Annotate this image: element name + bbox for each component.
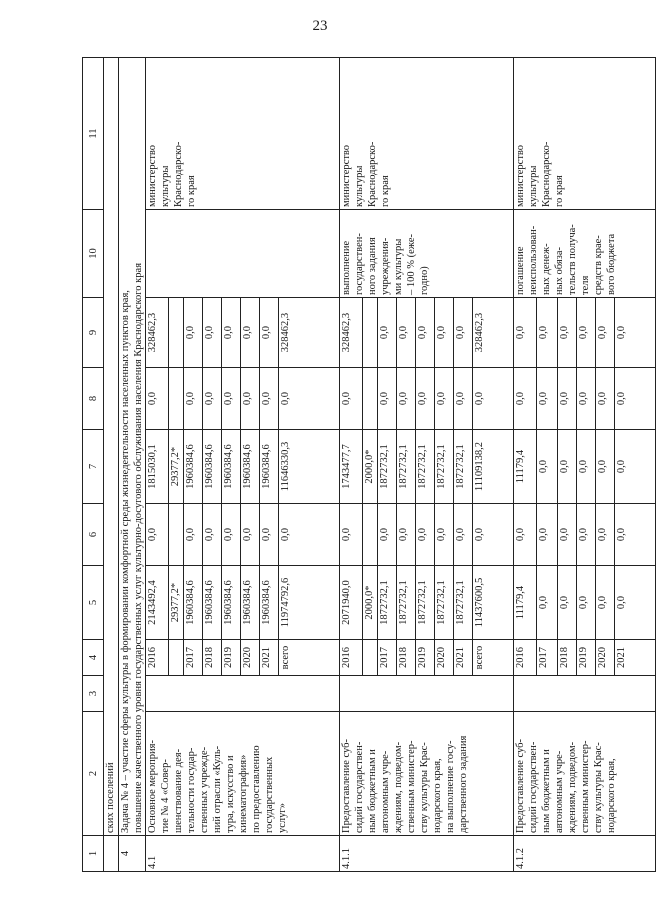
regional-budget-cell: 2000,0* bbox=[363, 430, 378, 504]
table-row bbox=[340, 58, 363, 872]
column-number: 3 bbox=[83, 676, 104, 712]
municipal-budget-cell: 0,0 bbox=[615, 368, 656, 430]
federal-budget-cell: 0,0 bbox=[279, 504, 340, 566]
row-id: 4.1 bbox=[146, 836, 340, 872]
year-cell: 2019 bbox=[222, 640, 241, 676]
column-number: 10 bbox=[83, 210, 104, 298]
regional-budget-cell: 1872732,1 bbox=[454, 430, 473, 504]
year-cell: 2016 bbox=[514, 640, 537, 676]
rotated-table-area bbox=[82, 58, 627, 872]
year-cell: 2019 bbox=[416, 640, 435, 676]
municipal-budget-cell: 0,0 bbox=[537, 368, 558, 430]
year-cell: 2017 bbox=[184, 640, 203, 676]
year-cell: 2021 bbox=[454, 640, 473, 676]
extrabudget-cell: 0,0 bbox=[596, 298, 615, 368]
extrabudget-cell: 328462,3 bbox=[146, 298, 169, 368]
municipal-budget-cell: 0,0 bbox=[241, 368, 260, 430]
federal-budget-cell bbox=[169, 504, 184, 566]
federal-budget-cell: 0,0 bbox=[537, 504, 558, 566]
year-cell: 2020 bbox=[241, 640, 260, 676]
municipal-budget-cell: 0,0 bbox=[577, 368, 596, 430]
total-cell: 11179,4 bbox=[514, 566, 537, 640]
total-cell: 11437600,5 bbox=[473, 566, 514, 640]
total-cell: 1960384,6 bbox=[222, 566, 241, 640]
extrabudget-cell: 0,0 bbox=[260, 298, 279, 368]
extrabudget-cell: 0,0 bbox=[416, 298, 435, 368]
municipal-budget-cell: 0,0 bbox=[146, 368, 169, 430]
year-cell: 2016 bbox=[146, 640, 169, 676]
municipal-budget-cell: 0,0 bbox=[416, 368, 435, 430]
total-cell: 0,0 bbox=[537, 566, 558, 640]
regional-budget-cell: 29377,2* bbox=[169, 430, 184, 504]
year-cell: всего bbox=[279, 640, 340, 676]
municipal-budget-cell: 0,0 bbox=[473, 368, 514, 430]
regional-budget-cell: 1960384,6 bbox=[222, 430, 241, 504]
task-text: Задача № 4 – участие сферы культуры в формировании комфортной среды жизнедеятельности населенных пунктов края, повышение качественного уровня государственных услуг культурно-досугового обслуживания населения Краснодарского края bbox=[119, 58, 146, 836]
total-cell: 11974792,6 bbox=[279, 566, 340, 640]
extrabudget-cell bbox=[363, 298, 378, 368]
extrabudget-cell: 0,0 bbox=[537, 298, 558, 368]
extrabudget-cell: 0,0 bbox=[615, 298, 656, 368]
regional-budget-cell: 1960384,6 bbox=[184, 430, 203, 504]
column-number-row bbox=[83, 58, 104, 872]
total-cell: 1960384,6 bbox=[241, 566, 260, 640]
column-number: 9 bbox=[83, 298, 104, 368]
regional-budget-cell: 1960384,6 bbox=[241, 430, 260, 504]
municipal-budget-cell: 0,0 bbox=[222, 368, 241, 430]
regional-budget-cell: 1960384,6 bbox=[203, 430, 222, 504]
regional-budget-cell: 0,0 bbox=[615, 430, 656, 504]
federal-budget-cell: 0,0 bbox=[260, 504, 279, 566]
extrabudget-cell: 328462,3 bbox=[279, 298, 340, 368]
federal-budget-cell: 0,0 bbox=[473, 504, 514, 566]
municipal-budget-cell: 0,0 bbox=[184, 368, 203, 430]
extrabudget-cell: 0,0 bbox=[577, 298, 596, 368]
column-number: 2 bbox=[83, 712, 104, 836]
municipal-budget-cell: 0,0 bbox=[435, 368, 454, 430]
regional-budget-cell: 0,0 bbox=[558, 430, 577, 504]
municipal-budget-cell: 0,0 bbox=[340, 368, 363, 430]
municipal-budget-cell: 0,0 bbox=[558, 368, 577, 430]
extrabudget-cell: 0,0 bbox=[514, 298, 537, 368]
row-name: Предоставление суб- сидий государствен- ным бюджетным и автономным учре- ждениям, подведом- ственным министер- ству культуры Крас- нодарского края, на выполнение госу- дарственного задания bbox=[340, 712, 514, 836]
federal-budget-cell: 0,0 bbox=[435, 504, 454, 566]
column-number: 1 bbox=[83, 836, 104, 872]
regional-budget-cell: 0,0 bbox=[537, 430, 558, 504]
total-cell: 2071940,0 bbox=[340, 566, 363, 640]
program-table bbox=[82, 57, 656, 872]
extrabudget-cell: 0,0 bbox=[241, 298, 260, 368]
extrabudget-cell: 0,0 bbox=[397, 298, 416, 368]
regional-budget-cell: 1960384,6 bbox=[260, 430, 279, 504]
municipal-budget-cell: 0,0 bbox=[378, 368, 397, 430]
total-cell: 2000,0* bbox=[363, 566, 378, 640]
total-cell: 1872732,1 bbox=[416, 566, 435, 640]
extrabudget-cell: 0,0 bbox=[558, 298, 577, 368]
regional-budget-cell: 1872732,1 bbox=[416, 430, 435, 504]
total-cell: 2143492,4 bbox=[146, 566, 169, 640]
year-cell: 2018 bbox=[558, 640, 577, 676]
total-cell: 1872732,1 bbox=[378, 566, 397, 640]
regional-budget-cell: 1872732,1 bbox=[397, 430, 416, 504]
extrabudget-cell: 0,0 bbox=[454, 298, 473, 368]
total-cell: 29377,2* bbox=[169, 566, 184, 640]
total-cell: 1960384,6 bbox=[184, 566, 203, 640]
page-number: 23 bbox=[312, 18, 328, 34]
column-number: 8 bbox=[83, 368, 104, 430]
regional-budget-cell: 0,0 bbox=[596, 430, 615, 504]
task-row bbox=[119, 58, 146, 872]
total-cell: 1960384,6 bbox=[203, 566, 222, 640]
column-number: 6 bbox=[83, 504, 104, 566]
executor-cell: министерство культуры Краснодарско- го края bbox=[514, 58, 656, 210]
municipal-budget-cell: 0,0 bbox=[203, 368, 222, 430]
regional-budget-cell: 1872732,1 bbox=[378, 430, 397, 504]
regional-budget-cell: 11179,4 bbox=[514, 430, 537, 504]
empty-cell bbox=[104, 836, 119, 872]
table-row bbox=[146, 58, 169, 872]
year-cell: 2017 bbox=[378, 640, 397, 676]
column-number: 7 bbox=[83, 430, 104, 504]
total-cell: 1872732,1 bbox=[435, 566, 454, 640]
column-number: 11 bbox=[83, 58, 104, 210]
total-cell: 1960384,6 bbox=[260, 566, 279, 640]
federal-budget-cell: 0,0 bbox=[340, 504, 363, 566]
federal-budget-cell: 0,0 bbox=[241, 504, 260, 566]
year-cell: 2021 bbox=[260, 640, 279, 676]
row-id: 4.1.1 bbox=[340, 836, 514, 872]
extrabudget-cell bbox=[169, 298, 184, 368]
rotated-table-wrapper bbox=[82, 58, 627, 872]
total-cell: 0,0 bbox=[558, 566, 577, 640]
total-cell: 0,0 bbox=[596, 566, 615, 640]
federal-budget-cell: 0,0 bbox=[378, 504, 397, 566]
result-cell: погашение неиспользован- ных денеж- ных обяза- тельств получа- теля средств крае- вого бюджета bbox=[514, 210, 656, 298]
executor-cell: министерство культуры Краснодарско- го края bbox=[340, 58, 514, 210]
extrabudget-cell: 328462,3 bbox=[340, 298, 363, 368]
empty-cell bbox=[514, 676, 656, 712]
municipal-budget-cell: 0,0 bbox=[596, 368, 615, 430]
year-cell: 2018 bbox=[203, 640, 222, 676]
extrabudget-cell: 0,0 bbox=[378, 298, 397, 368]
federal-budget-cell: 0,0 bbox=[184, 504, 203, 566]
extrabudget-cell: 0,0 bbox=[222, 298, 241, 368]
total-cell: 0,0 bbox=[577, 566, 596, 640]
total-cell: 1872732,1 bbox=[397, 566, 416, 640]
municipal-budget-cell bbox=[363, 368, 378, 430]
year-cell: 2018 bbox=[397, 640, 416, 676]
year-cell: 2019 bbox=[577, 640, 596, 676]
federal-budget-cell bbox=[363, 504, 378, 566]
year-cell bbox=[363, 640, 378, 676]
empty-cell bbox=[340, 676, 514, 712]
municipal-budget-cell: 0,0 bbox=[514, 368, 537, 430]
total-cell: 0,0 bbox=[615, 566, 656, 640]
year-cell bbox=[169, 640, 184, 676]
empty-cell bbox=[146, 676, 340, 712]
table-row bbox=[514, 58, 537, 872]
extrabudget-cell: 0,0 bbox=[435, 298, 454, 368]
column-number: 4 bbox=[83, 640, 104, 676]
row-id: 4.1.2 bbox=[514, 836, 656, 872]
federal-budget-cell: 0,0 bbox=[222, 504, 241, 566]
federal-budget-cell: 0,0 bbox=[203, 504, 222, 566]
federal-budget-cell: 0,0 bbox=[514, 504, 537, 566]
year-cell: 2020 bbox=[596, 640, 615, 676]
table-body bbox=[83, 58, 656, 872]
result-cell: выполнение государствен- ного задания учреждения- ми культуры – 100 % (еже- годно) bbox=[340, 210, 514, 298]
municipal-budget-cell: 0,0 bbox=[454, 368, 473, 430]
regional-budget-cell: 1743477,7 bbox=[340, 430, 363, 504]
municipal-budget-cell: 0,0 bbox=[397, 368, 416, 430]
year-cell: 2021 bbox=[615, 640, 656, 676]
municipal-budget-cell bbox=[169, 368, 184, 430]
column-number: 5 bbox=[83, 566, 104, 640]
total-cell: 1872732,1 bbox=[454, 566, 473, 640]
regional-budget-cell: 1872732,1 bbox=[435, 430, 454, 504]
federal-budget-cell: 0,0 bbox=[146, 504, 169, 566]
continuation-text: ских поселений bbox=[104, 58, 119, 836]
year-cell: всего bbox=[473, 640, 514, 676]
federal-budget-cell: 0,0 bbox=[615, 504, 656, 566]
result-cell bbox=[146, 210, 340, 298]
year-cell: 2020 bbox=[435, 640, 454, 676]
extrabudget-cell: 328462,3 bbox=[473, 298, 514, 368]
year-cell: 2016 bbox=[340, 640, 363, 676]
year-cell: 2017 bbox=[537, 640, 558, 676]
regional-budget-cell: 11646330,3 bbox=[279, 430, 340, 504]
row-name: Основное мероприя- тие № 4 «Совер- шенствование дея- тельности государ- ственных учрежде- ний отрасли «Куль- тура, искусство и кинематография» по предоставлению государственных услуг» bbox=[146, 712, 340, 836]
row-name: Предоставление суб- сидий государствен- ным бюджетным и автономным учре- ждениям, подведом- ственным министер- ству культуры Крас- нодарского края, bbox=[514, 712, 656, 836]
federal-budget-cell: 0,0 bbox=[454, 504, 473, 566]
executor-cell: министерство культуры Краснодарско- го края bbox=[146, 58, 340, 210]
continuation-row bbox=[104, 58, 119, 872]
regional-budget-cell: 1815030,1 bbox=[146, 430, 169, 504]
federal-budget-cell: 0,0 bbox=[416, 504, 435, 566]
federal-budget-cell: 0,0 bbox=[397, 504, 416, 566]
federal-budget-cell: 0,0 bbox=[577, 504, 596, 566]
regional-budget-cell: 0,0 bbox=[577, 430, 596, 504]
task-number: 4 bbox=[119, 836, 146, 872]
regional-budget-cell: 11109138,2 bbox=[473, 430, 514, 504]
municipal-budget-cell: 0,0 bbox=[279, 368, 340, 430]
municipal-budget-cell: 0,0 bbox=[260, 368, 279, 430]
federal-budget-cell: 0,0 bbox=[558, 504, 577, 566]
federal-budget-cell: 0,0 bbox=[596, 504, 615, 566]
extrabudget-cell: 0,0 bbox=[203, 298, 222, 368]
extrabudget-cell: 0,0 bbox=[184, 298, 203, 368]
